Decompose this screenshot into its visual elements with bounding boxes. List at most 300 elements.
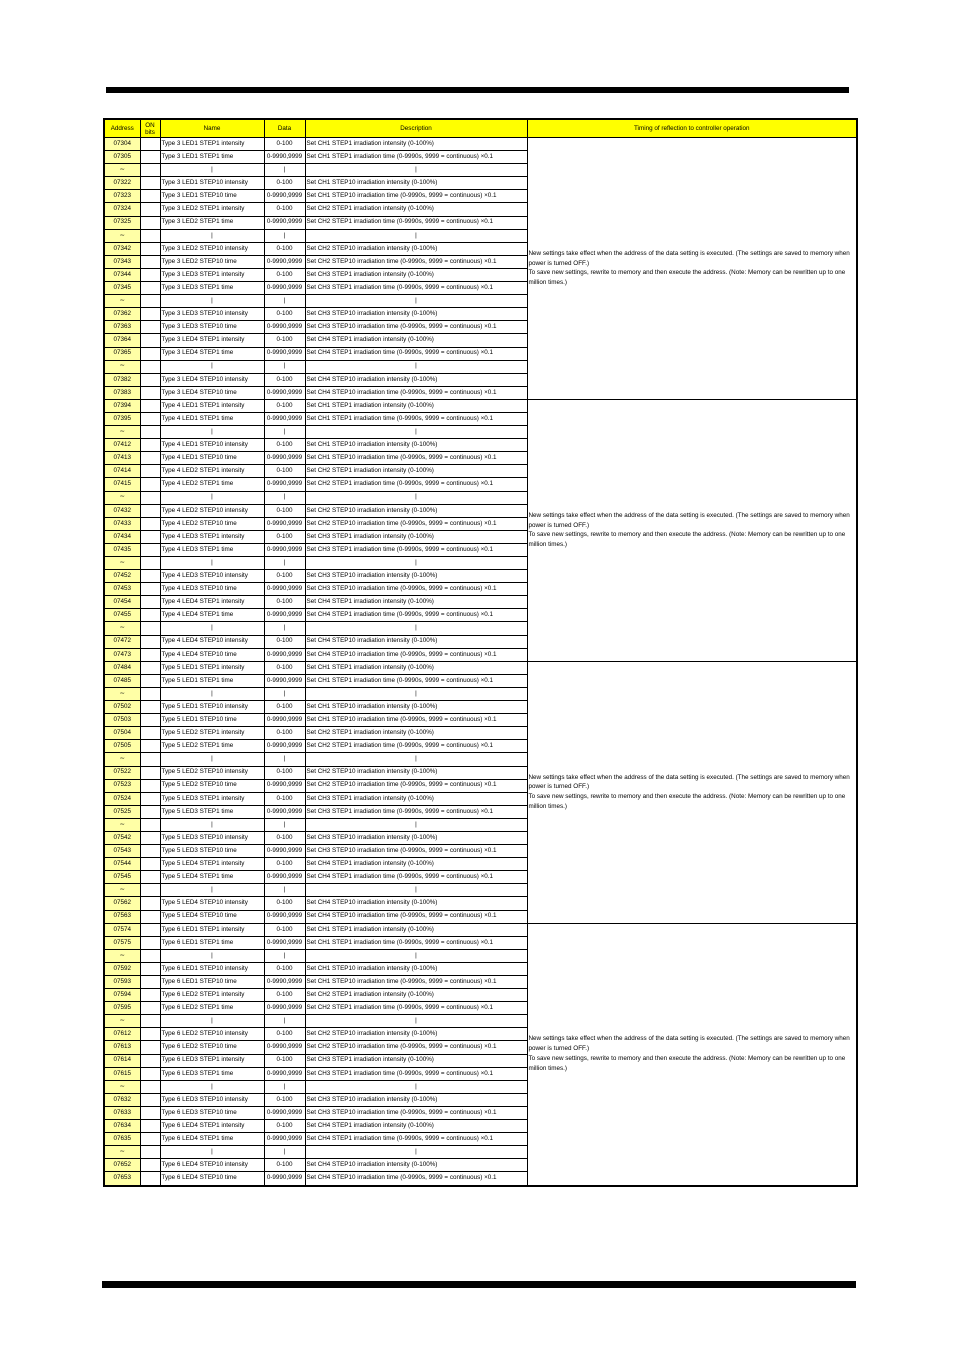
name-cell: Type 4 LED4 STEP10 time (160, 648, 264, 661)
name-cell: Type 6 LED4 STEP10 intensity (160, 1159, 264, 1172)
data-cell: 0-100 (264, 792, 305, 805)
address-cell: 07434 (104, 530, 140, 543)
name-cell: Type 3 LED2 STEP10 time (160, 255, 264, 268)
on-bits-cell (140, 766, 160, 779)
on-bits-cell (140, 962, 160, 975)
on-bits-cell (140, 282, 160, 295)
on-bits-cell (140, 727, 160, 740)
header-name: Name (160, 119, 264, 138)
data-cell: 0-100 (264, 989, 305, 1002)
data-cell: 0-100 (264, 242, 305, 255)
address-cell: 07412 (104, 439, 140, 452)
description-cell: Set CH1 STEP10 irradiation intensity (0-100%) (305, 962, 527, 975)
data-cell: 0-100 (264, 177, 305, 190)
name-cell: Type 3 LED4 STEP1 intensity (160, 334, 264, 347)
description-cell: Set CH3 STEP1 irradiation intensity (0-100%) (305, 1054, 527, 1067)
name-cell: Type 3 LED1 STEP10 time (160, 190, 264, 203)
data-cell: 0-100 (264, 1054, 305, 1067)
data-cell: 0-9990,9999 (264, 1133, 305, 1146)
description-cell: Set CH4 STEP1 irradiation intensity (0-100%) (305, 334, 527, 347)
address-cell: 07633 (104, 1106, 140, 1119)
description-cell: Set CH1 STEP10 irradiation time (0-9990s, 9999 = continuous) ×0.1 (305, 714, 527, 727)
data-cell: 0-9990,9999 (264, 845, 305, 858)
timing-note: New settings take effect when the address of the data setting is executed. (The settings are saved to memory when power is turned OFF.) To save new settings, rewrite to memory and then execute the address. (Note: Memory can be rewritten up to one million times.) (527, 138, 857, 400)
separator-cell: | (160, 557, 264, 570)
data-cell: 0-9990,9999 (264, 543, 305, 556)
separator-cell: | (264, 360, 305, 373)
separator-cell: | (305, 557, 527, 570)
address-cell: 07382 (104, 373, 140, 386)
address-cell: 07525 (104, 805, 140, 818)
address-cell: 07653 (104, 1172, 140, 1186)
on-bits-cell (140, 701, 160, 714)
separator-cell: | (160, 687, 264, 700)
address-cell: 07322 (104, 177, 140, 190)
address-cell: 07473 (104, 648, 140, 661)
description-cell: Set CH4 STEP1 irradiation time (0-9990s, 9999 = continuous) ×0.1 (305, 347, 527, 360)
address-cell: 07455 (104, 609, 140, 622)
on-bits-cell (140, 412, 160, 425)
on-bits-cell (140, 334, 160, 347)
description-cell: Set CH2 STEP1 irradiation time (0-9990s, 9999 = continuous) ×0.1 (305, 1002, 527, 1015)
ellipsis-cell: ∼ (104, 1015, 140, 1028)
separator-cell: | (160, 491, 264, 504)
address-cell: 07575 (104, 936, 140, 949)
name-cell: Type 3 LED3 STEP1 intensity (160, 268, 264, 281)
description-cell: Set CH2 STEP10 irradiation intensity (0-100%) (305, 242, 527, 255)
description-cell: Set CH4 STEP1 irradiation intensity (0-100%) (305, 596, 527, 609)
description-cell: Set CH4 STEP10 irradiation intensity (0-100%) (305, 635, 527, 648)
on-bits-cell (140, 321, 160, 334)
name-cell: Type 5 LED1 STEP1 time (160, 674, 264, 687)
separator-cell: | (160, 884, 264, 897)
ellipsis-cell: ∼ (104, 753, 140, 766)
data-cell: 0-9990,9999 (264, 910, 305, 923)
on-bits-cell (140, 1093, 160, 1106)
data-cell: 0-9990,9999 (264, 386, 305, 399)
separator-cell: | (264, 1080, 305, 1093)
separator-cell: | (264, 622, 305, 635)
data-cell: 0-9990,9999 (264, 976, 305, 989)
name-cell: Type 3 LED3 STEP1 time (160, 282, 264, 295)
separator-cell: | (264, 557, 305, 570)
separator-cell: | (305, 426, 527, 439)
name-cell: Type 4 LED2 STEP1 time (160, 478, 264, 491)
data-cell: 0-100 (264, 1093, 305, 1106)
address-cell: 07395 (104, 412, 140, 425)
address-cell: 07542 (104, 831, 140, 844)
description-cell: Set CH3 STEP1 irradiation intensity (0-100%) (305, 530, 527, 543)
name-cell: Type 3 LED2 STEP1 intensity (160, 203, 264, 216)
table-row (104, 138, 857, 151)
description-cell: Set CH2 STEP1 irradiation time (0-9990s, 9999 = continuous) ×0.1 (305, 478, 527, 491)
description-cell: Set CH4 STEP1 irradiation time (0-9990s, 9999 = continuous) ×0.1 (305, 871, 527, 884)
data-cell: 0-100 (264, 635, 305, 648)
timing-note: New settings take effect when the address of the data setting is executed. (The settings are saved to memory when power is turned OFF.) To save new settings, rewrite to memory and then execute the address. (Note: Memory can be rewritten up to one million times.) (527, 923, 857, 1185)
ellipsis-cell: ∼ (104, 884, 140, 897)
data-cell: 0-100 (264, 766, 305, 779)
data-cell: 0-100 (264, 1028, 305, 1041)
header-description: Description (305, 119, 527, 138)
description-cell: Set CH2 STEP1 irradiation intensity (0-100%) (305, 465, 527, 478)
separator-cell: | (160, 360, 264, 373)
name-cell: Type 6 LED1 STEP10 intensity (160, 962, 264, 975)
ellipsis-cell: ∼ (104, 229, 140, 242)
on-bits-cell (140, 452, 160, 465)
data-cell: 0-9990,9999 (264, 478, 305, 491)
separator-cell: | (160, 426, 264, 439)
description-cell: Set CH2 STEP10 irradiation time (0-9990s, 9999 = continuous) ×0.1 (305, 779, 527, 792)
separator-cell: | (264, 491, 305, 504)
description-cell: Set CH1 STEP1 irradiation time (0-9990s, 9999 = continuous) ×0.1 (305, 151, 527, 164)
on-bits-cell (140, 1120, 160, 1133)
on-bits-cell (140, 923, 160, 936)
on-bits-cell (140, 949, 160, 962)
name-cell: Type 5 LED2 STEP10 time (160, 779, 264, 792)
on-bits-cell (140, 255, 160, 268)
data-cell: 0-100 (264, 465, 305, 478)
ellipsis-cell: ∼ (104, 1146, 140, 1159)
ellipsis-cell: ∼ (104, 360, 140, 373)
separator-cell: | (305, 295, 527, 308)
separator-cell: | (160, 949, 264, 962)
on-bits-cell (140, 779, 160, 792)
ellipsis-cell: ∼ (104, 426, 140, 439)
description-cell: Set CH3 STEP10 irradiation time (0-9990s, 9999 = continuous) ×0.1 (305, 321, 527, 334)
description-cell: Set CH4 STEP10 irradiation time (0-9990s, 9999 = continuous) ×0.1 (305, 1172, 527, 1186)
address-cell: 07524 (104, 792, 140, 805)
address-cell: 07502 (104, 701, 140, 714)
address-cell: 07615 (104, 1067, 140, 1080)
data-cell: 0-9990,9999 (264, 740, 305, 753)
data-cell: 0-100 (264, 962, 305, 975)
description-cell: Set CH1 STEP1 irradiation intensity (0-100%) (305, 399, 527, 412)
description-cell: Set CH4 STEP10 irradiation time (0-9990s, 9999 = continuous) ×0.1 (305, 386, 527, 399)
name-cell: Type 5 LED2 STEP1 time (160, 740, 264, 753)
data-cell: 0-9990,9999 (264, 321, 305, 334)
separator-cell: | (264, 753, 305, 766)
data-cell: 0-100 (264, 596, 305, 609)
address-cell: 07362 (104, 308, 140, 321)
on-bits-cell (140, 543, 160, 556)
on-bits-cell (140, 478, 160, 491)
description-cell: Set CH2 STEP1 irradiation intensity (0-100%) (305, 203, 527, 216)
on-bits-cell (140, 792, 160, 805)
on-bits-cell (140, 216, 160, 229)
ellipsis-cell: ∼ (104, 164, 140, 177)
ellipsis-cell: ∼ (104, 295, 140, 308)
data-cell: 0-9990,9999 (264, 1172, 305, 1186)
address-cell: 07432 (104, 504, 140, 517)
on-bits-cell (140, 504, 160, 517)
data-cell: 0-100 (264, 923, 305, 936)
data-cell: 0-9990,9999 (264, 151, 305, 164)
on-bits-cell (140, 609, 160, 622)
description-cell: Set CH1 STEP10 irradiation time (0-9990s, 9999 = continuous) ×0.1 (305, 190, 527, 203)
description-cell: Set CH2 STEP10 irradiation time (0-9990s, 9999 = continuous) ×0.1 (305, 1041, 527, 1054)
on-bits-cell (140, 635, 160, 648)
on-bits-cell (140, 1002, 160, 1015)
on-bits-cell (140, 661, 160, 674)
on-bits-cell (140, 295, 160, 308)
address-cell: 07593 (104, 976, 140, 989)
name-cell: Type 4 LED2 STEP1 intensity (160, 465, 264, 478)
address-cell: 07325 (104, 216, 140, 229)
on-bits-cell (140, 1054, 160, 1067)
data-cell: 0-9990,9999 (264, 871, 305, 884)
description-cell: Set CH3 STEP10 irradiation intensity (0-100%) (305, 308, 527, 321)
data-cell: 0-9990,9999 (264, 255, 305, 268)
separator-cell: | (160, 1080, 264, 1093)
description-cell: Set CH1 STEP10 irradiation intensity (0-100%) (305, 701, 527, 714)
on-bits-cell (140, 714, 160, 727)
on-bits-cell (140, 674, 160, 687)
description-cell: Set CH4 STEP10 irradiation intensity (0-100%) (305, 1159, 527, 1172)
on-bits-cell (140, 426, 160, 439)
table-row (104, 399, 857, 412)
data-cell: 0-100 (264, 1120, 305, 1133)
name-cell: Type 6 LED1 STEP1 time (160, 936, 264, 949)
address-cell: 07504 (104, 727, 140, 740)
separator-cell: | (160, 1146, 264, 1159)
name-cell: Type 4 LED4 STEP1 intensity (160, 596, 264, 609)
description-cell: Set CH1 STEP10 irradiation intensity (0-100%) (305, 177, 527, 190)
on-bits-cell (140, 229, 160, 242)
separator-cell: | (305, 360, 527, 373)
address-cell: 07594 (104, 989, 140, 1002)
on-bits-cell (140, 648, 160, 661)
address-cell: 07562 (104, 897, 140, 910)
on-bits-cell (140, 517, 160, 530)
address-cell: 07394 (104, 399, 140, 412)
name-cell: Type 6 LED4 STEP10 time (160, 1172, 264, 1186)
separator-cell: | (160, 622, 264, 635)
address-cell: 07453 (104, 583, 140, 596)
ellipsis-cell: ∼ (104, 1080, 140, 1093)
description-cell: Set CH1 STEP10 irradiation time (0-9990s, 9999 = continuous) ×0.1 (305, 452, 527, 465)
name-cell: Type 6 LED4 STEP1 intensity (160, 1120, 264, 1133)
name-cell: Type 4 LED3 STEP10 intensity (160, 570, 264, 583)
ellipsis-cell: ∼ (104, 687, 140, 700)
address-cell: 07415 (104, 478, 140, 491)
separator-cell: | (264, 1015, 305, 1028)
separator-cell: | (160, 164, 264, 177)
separator-cell: | (264, 229, 305, 242)
description-cell: Set CH1 STEP1 irradiation time (0-9990s, 9999 = continuous) ×0.1 (305, 674, 527, 687)
name-cell: Type 3 LED1 STEP1 time (160, 151, 264, 164)
address-cell: 07324 (104, 203, 140, 216)
on-bits-cell (140, 596, 160, 609)
header-timing: Timing of reflection to controller operation (527, 119, 857, 138)
data-cell: 0-9990,9999 (264, 452, 305, 465)
address-cell: 07383 (104, 386, 140, 399)
name-cell: Type 6 LED3 STEP10 time (160, 1106, 264, 1119)
address-cell: 07452 (104, 570, 140, 583)
on-bits-cell (140, 1015, 160, 1028)
description-cell: Set CH3 STEP10 irradiation intensity (0-100%) (305, 831, 527, 844)
name-cell: Type 4 LED4 STEP1 time (160, 609, 264, 622)
address-cell: 07484 (104, 661, 140, 674)
address-cell: 07632 (104, 1093, 140, 1106)
address-cell: 07635 (104, 1133, 140, 1146)
data-cell: 0-100 (264, 1159, 305, 1172)
on-bits-cell (140, 740, 160, 753)
data-cell: 0-100 (264, 308, 305, 321)
address-cell: 07435 (104, 543, 140, 556)
address-cell: 07342 (104, 242, 140, 255)
table-body (104, 138, 857, 1186)
on-bits-cell (140, 360, 160, 373)
separator-cell: | (264, 426, 305, 439)
data-cell: 0-9990,9999 (264, 936, 305, 949)
name-cell: Type 5 LED1 STEP10 time (160, 714, 264, 727)
on-bits-cell (140, 805, 160, 818)
on-bits-cell (140, 1159, 160, 1172)
address-cell: 07364 (104, 334, 140, 347)
description-cell: Set CH3 STEP1 irradiation time (0-9990s, 9999 = continuous) ×0.1 (305, 543, 527, 556)
on-bits-cell (140, 203, 160, 216)
separator-cell: | (305, 753, 527, 766)
name-cell: Type 4 LED1 STEP1 intensity (160, 399, 264, 412)
on-bits-cell (140, 910, 160, 923)
on-bits-cell (140, 831, 160, 844)
name-cell: Type 3 LED4 STEP1 time (160, 347, 264, 360)
name-cell: Type 4 LED1 STEP10 intensity (160, 439, 264, 452)
address-cell: 07544 (104, 858, 140, 871)
on-bits-cell (140, 1133, 160, 1146)
on-bits-cell (140, 583, 160, 596)
on-bits-cell (140, 858, 160, 871)
description-cell: Set CH3 STEP1 irradiation time (0-9990s, 9999 = continuous) ×0.1 (305, 805, 527, 818)
description-cell: Set CH4 STEP1 irradiation time (0-9990s, 9999 = continuous) ×0.1 (305, 609, 527, 622)
on-bits-cell (140, 242, 160, 255)
on-bits-cell (140, 976, 160, 989)
on-bits-cell (140, 347, 160, 360)
address-cell: 07595 (104, 1002, 140, 1015)
name-cell: Type 4 LED3 STEP1 intensity (160, 530, 264, 543)
separator-cell: | (264, 164, 305, 177)
address-cell: 07612 (104, 1028, 140, 1041)
separator-cell: | (160, 1015, 264, 1028)
name-cell: Type 4 LED2 STEP10 time (160, 517, 264, 530)
data-cell: 0-100 (264, 661, 305, 674)
address-cell: 07363 (104, 321, 140, 334)
data-cell: 0-100 (264, 373, 305, 386)
name-cell: Type 6 LED2 STEP1 time (160, 1002, 264, 1015)
data-cell: 0-9990,9999 (264, 674, 305, 687)
register-table (103, 118, 858, 1187)
on-bits-cell (140, 622, 160, 635)
address-cell: 07523 (104, 779, 140, 792)
address-cell: 07634 (104, 1120, 140, 1133)
on-bits-cell (140, 884, 160, 897)
header-rule (106, 87, 849, 93)
description-cell: Set CH2 STEP1 irradiation intensity (0-100%) (305, 989, 527, 1002)
description-cell: Set CH2 STEP1 irradiation intensity (0-100%) (305, 727, 527, 740)
separator-cell: | (305, 1080, 527, 1093)
separator-cell: | (264, 1146, 305, 1159)
address-cell: 07543 (104, 845, 140, 858)
description-cell: Set CH2 STEP10 irradiation intensity (0-100%) (305, 1028, 527, 1041)
ellipsis-cell: ∼ (104, 949, 140, 962)
on-bits-cell (140, 753, 160, 766)
separator-cell: | (160, 229, 264, 242)
data-cell: 0-100 (264, 399, 305, 412)
description-cell: Set CH3 STEP10 irradiation time (0-9990s, 9999 = continuous) ×0.1 (305, 583, 527, 596)
separator-cell: | (305, 164, 527, 177)
data-cell: 0-9990,9999 (264, 517, 305, 530)
ellipsis-cell: ∼ (104, 491, 140, 504)
address-cell: 07305 (104, 151, 140, 164)
name-cell: Type 5 LED2 STEP1 intensity (160, 727, 264, 740)
on-bits-cell (140, 386, 160, 399)
address-cell: 07413 (104, 452, 140, 465)
on-bits-cell (140, 491, 160, 504)
name-cell: Type 6 LED1 STEP10 time (160, 976, 264, 989)
header-on-bits: ON bits (140, 119, 160, 138)
address-cell: 07344 (104, 268, 140, 281)
description-cell: Set CH2 STEP1 irradiation time (0-9990s, 9999 = continuous) ×0.1 (305, 740, 527, 753)
separator-cell: | (160, 753, 264, 766)
data-cell: 0-9990,9999 (264, 779, 305, 792)
address-cell: 07613 (104, 1041, 140, 1054)
on-bits-cell (140, 177, 160, 190)
name-cell: Type 6 LED2 STEP1 intensity (160, 989, 264, 1002)
name-cell: Type 4 LED1 STEP10 time (160, 452, 264, 465)
description-cell: Set CH2 STEP10 irradiation time (0-9990s, 9999 = continuous) ×0.1 (305, 255, 527, 268)
name-cell: Type 4 LED3 STEP1 time (160, 543, 264, 556)
name-cell: Type 3 LED2 STEP1 time (160, 216, 264, 229)
data-cell: 0-100 (264, 334, 305, 347)
ellipsis-cell: ∼ (104, 557, 140, 570)
description-cell: Set CH2 STEP10 irradiation intensity (0-100%) (305, 766, 527, 779)
on-bits-cell (140, 1080, 160, 1093)
name-cell: Type 5 LED4 STEP1 time (160, 871, 264, 884)
header-data: Data (264, 119, 305, 138)
table-row (104, 661, 857, 674)
address-cell: 07323 (104, 190, 140, 203)
on-bits-cell (140, 399, 160, 412)
separator-cell: | (264, 884, 305, 897)
description-cell: Set CH4 STEP10 irradiation intensity (0-100%) (305, 373, 527, 386)
on-bits-cell (140, 818, 160, 831)
separator-cell: | (305, 1146, 527, 1159)
separator-cell: | (305, 687, 527, 700)
on-bits-cell (140, 1106, 160, 1119)
name-cell: Type 3 LED4 STEP10 time (160, 386, 264, 399)
data-cell: 0-100 (264, 570, 305, 583)
data-cell: 0-9990,9999 (264, 1041, 305, 1054)
address-cell: 07365 (104, 347, 140, 360)
name-cell: Type 6 LED3 STEP1 intensity (160, 1054, 264, 1067)
data-cell: 0-100 (264, 138, 305, 151)
address-cell: 07592 (104, 962, 140, 975)
description-cell: Set CH1 STEP1 irradiation intensity (0-100%) (305, 923, 527, 936)
footer-rule (102, 1281, 856, 1288)
on-bits-cell (140, 989, 160, 1002)
data-cell: 0-100 (264, 203, 305, 216)
separator-cell: | (264, 295, 305, 308)
address-cell: 07485 (104, 674, 140, 687)
data-cell: 0-9990,9999 (264, 1106, 305, 1119)
ellipsis-cell: ∼ (104, 818, 140, 831)
name-cell: Type 4 LED3 STEP10 time (160, 583, 264, 596)
on-bits-cell (140, 190, 160, 203)
data-cell: 0-9990,9999 (264, 190, 305, 203)
data-cell: 0-100 (264, 727, 305, 740)
data-cell: 0-100 (264, 530, 305, 543)
description-cell: Set CH3 STEP10 irradiation time (0-9990s, 9999 = continuous) ×0.1 (305, 845, 527, 858)
